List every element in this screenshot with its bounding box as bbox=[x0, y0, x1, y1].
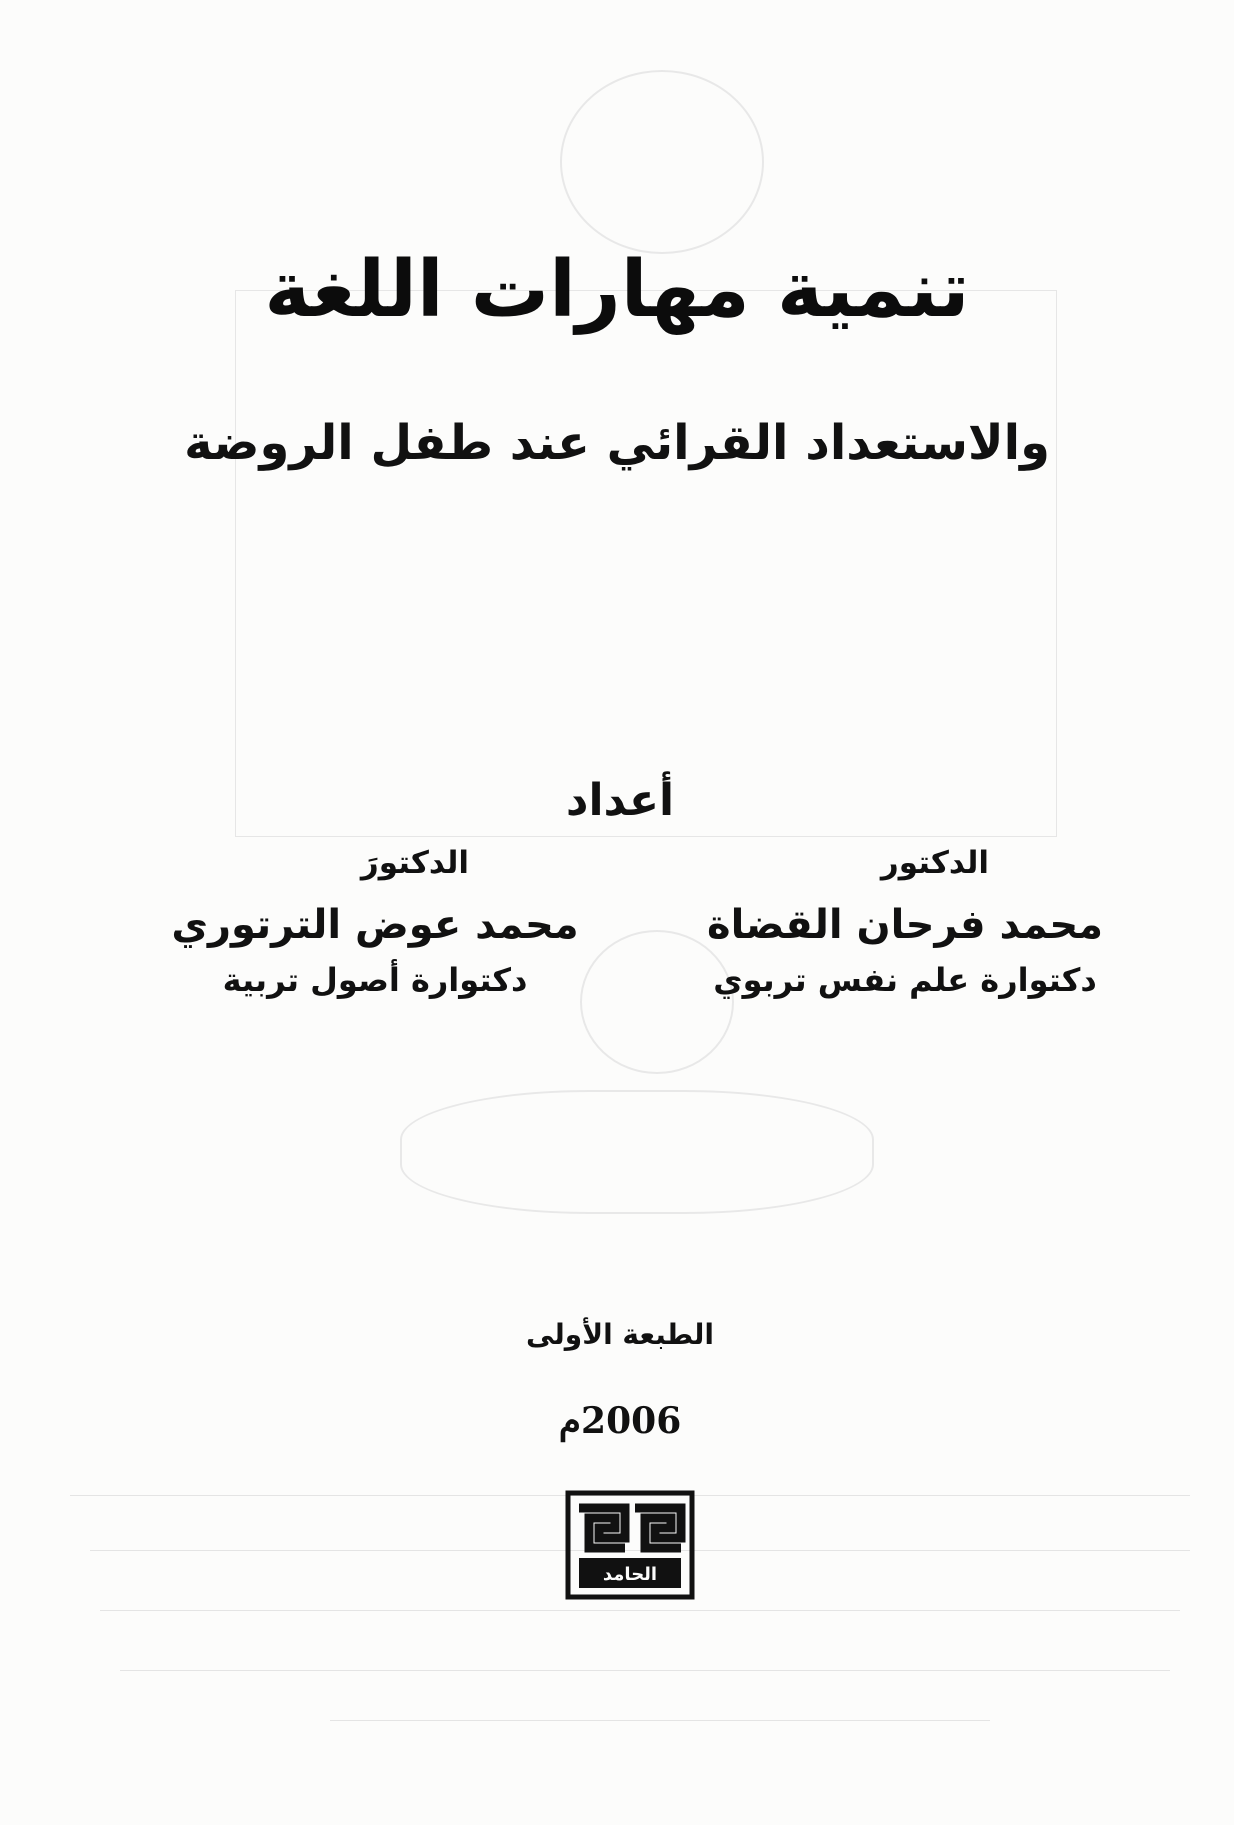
show-through-seal bbox=[560, 70, 764, 254]
author-2-degree: دكتوارة أصول تربية bbox=[222, 961, 528, 999]
author-2-name: محمد عوض الترتوري bbox=[171, 902, 579, 948]
prepared-by-label: أعداد bbox=[565, 775, 675, 826]
show-through-rule bbox=[330, 1720, 990, 1721]
show-through-seal bbox=[400, 1090, 874, 1214]
edition-label: الطبعة الأولى bbox=[525, 1318, 715, 1351]
author-1 bbox=[680, 845, 1130, 1005]
author-2-prefix: الدكتورَ bbox=[360, 845, 470, 881]
show-through-rule bbox=[120, 1670, 1170, 1671]
author-2 bbox=[150, 845, 600, 1005]
publisher-logo-text: الحامد bbox=[602, 1564, 658, 1585]
show-through-rule bbox=[100, 1610, 1180, 1611]
publisher-logo-icon bbox=[565, 1490, 695, 1600]
publication-year: 2006م bbox=[558, 1400, 682, 1442]
author-1-prefix: الدكتور bbox=[880, 845, 990, 881]
author-1-name: محمد فرحان القضاة bbox=[707, 902, 1103, 948]
book-title: تنمية مهارات اللغة bbox=[264, 245, 970, 335]
book-subtitle: والاستعداد القرائي عند طفل الروضة bbox=[184, 415, 1050, 471]
author-1-degree: دكتوارة علم نفس تربوي bbox=[713, 961, 1097, 999]
show-through-frame bbox=[235, 290, 1057, 837]
